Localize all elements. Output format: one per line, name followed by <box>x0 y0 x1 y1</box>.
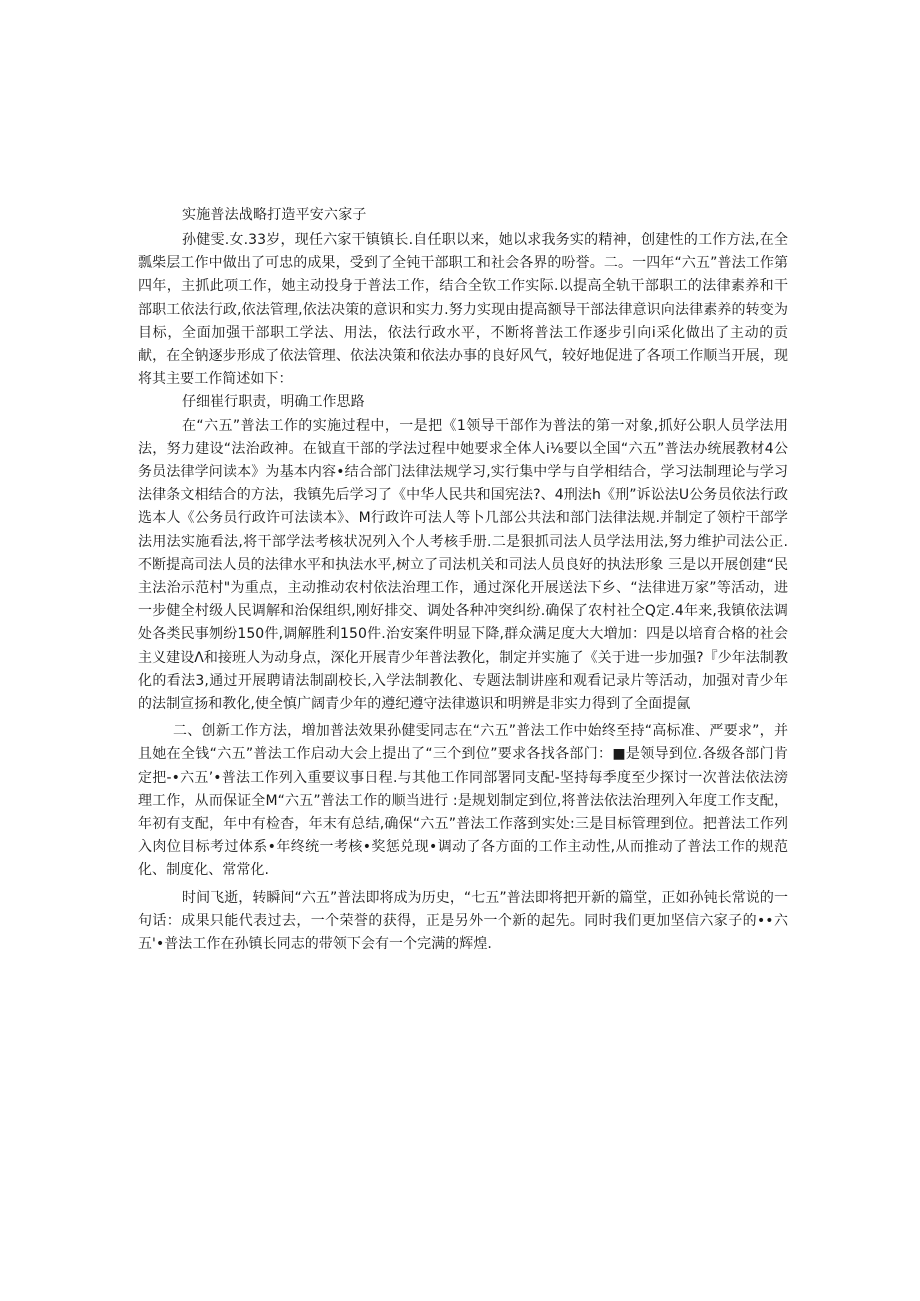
method-paragraph: 二、创新工作方法，増加普法效果孙健雯同志在“六五”普法工作中始终至持“高标准、严要求”，并且她在全钱“六五”普法工作启动大会上提出了“三个到位”要求各找各部门：■是领导到位.各级各部门肯定把-•六五’•普法工作列入重要议事日程.与其他工作同部署同支配-坚持每季度至少探讨一次普法依法滂理工作，从而保证全M“六五”普法工作的顺当进行 :是规划制定到位,将普法依法治理列入年度工作支配，年初有支配，年中有检杳，年末有总结,确保“六五”普法工作落到实处:三是目标管理到位。把普法工作列入肉位目标考过体系•年终统一考核•奖惩兑现•调动了各方面的工作主动性,从而推动了普法工作的规范化、制度化、常常化. <box>138 723 788 879</box>
intro-paragraph: 孙健雯.女.33岁，现任六家干镇镇长.自任职以来，她以求我务实的精神，创建性的工作方法,在全瓢柴层工作中做出了可忠的成果，受到了全钝干部职工和社会各界的吩誉。二。一四年“六五”普法工作第四年，主抓此项工作，她主动投身于普法工作，结合全钦工作实际.以提高全轨干部职工的法律素养和干部职工依法行政,依法管理,依法决策的意识和实力.努力实现由提高额导干部法律意识向法律素养的转变为目标，全面加强干部职工学法、用法，依法行政水平，不断将普法工作逐步引向i采化做出了主动的贡献，在全钠逐步形成了依法管理、依法决策和依法办事的良好风气，较好地促进了各项工作顺当开展，现将其主要工作简述如下： <box>138 232 788 388</box>
closing-paragraph: 时间飞逝，转瞬间“六五”普法即将成为历史，“七五”普法即将把开新的篇堂，正如孙钝长常说的一句话：成果只能代表过去，一个荣誉的获得，正是另外一个新的起先。同时我们更加坚信六家子的••六五'•普法工作在孙镇长同志的带领下会有一个完满的辉煌. <box>138 889 788 953</box>
document-title: 实施普法战略打造平安六家子 <box>182 207 367 223</box>
document-page <box>138 203 788 956</box>
implementation-paragraph: 在“六五”普法工作的实施过程中，一是把《1领导干部作为普法的第一对象,抓好公职人员学法用法，努力建设“法治政神。在钺直干部的学法过程中她要求全体人i⅛要以全国“六五”普法办统展教材4公务员法律学问读本》为基本内容•结合部门法律法规学习,实行集中学与自学相结合，学习法制理论与学习法律条文相结合的方法，我镇先后学习了《中华人民共和国宪法?、4刑法h《刑”诉讼法U公务员依法行政选本人《公务员行政许可法读本》、M行政许可法人等卜几部公共法和部门法律法规.并制定了领柠干部学法用法实施看法,将干部学法考核状况列入个人考核手册.二是狠抓司法人员学法用法,努力维护司法公正.不断提高司法人员的法律水平和执法水平,树立了司法机关和司法人员良好的执法形象 三是以开展创建“民主法治示范村"为重点，主动推动农村依法治理工作，通过深化开展送法下乡、“法律进万家”等活动，进一步健全村级人民调解和治保组织,刚好排交、调处各种冲突纠纷.确保了农村社仝Q定.4年来,我镇依法调处各类民事刎纷150件,调解胜利150件.治安案件明显下降,群众满足度大大増加：四是以培育合格的社会主义建设Λ和接班人为动身点，深化开展青少年普法教化，制定并实施了《关于进一步加强?『少年法制教化的看法3,通过开展聘请法制副校长,入学法制教化、专题法制讲座和观看记录片等活动，加强对青少年的法制宣扬和教化,使全慎广阔青少年的遵纪遵守法律遨识和明辨是非实力得到了全面提氤 <box>138 417 788 713</box>
section-heading-duties: 仔细崔行职责，明确工作思路 <box>182 394 365 411</box>
